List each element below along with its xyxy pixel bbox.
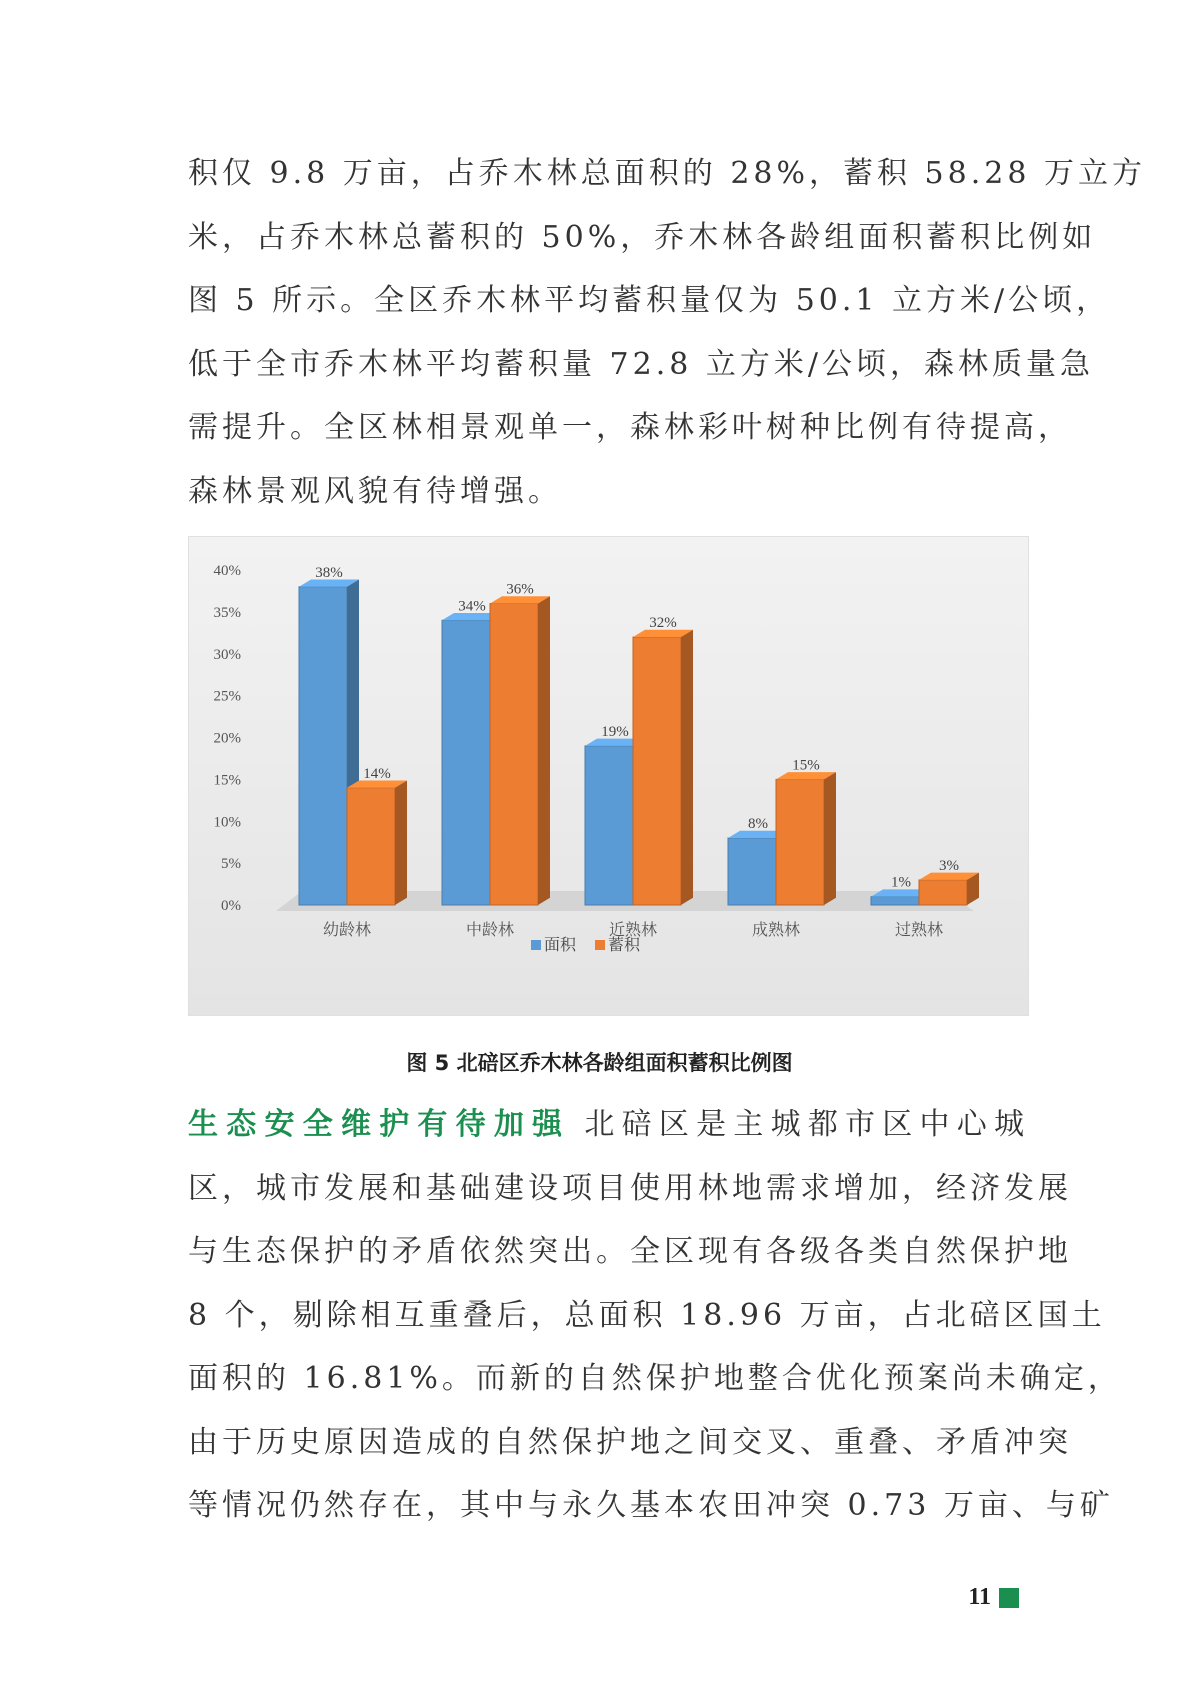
legend-label: 面积 xyxy=(544,935,577,954)
bar-area xyxy=(585,746,633,905)
bar-area xyxy=(442,620,490,905)
bar-stock xyxy=(490,604,538,906)
legend-label: 蓄积 xyxy=(608,935,641,954)
text-line-last: 森林景观风貌有待增强。 xyxy=(188,473,562,509)
data-label: 15% xyxy=(792,757,820,774)
bar-area xyxy=(871,897,919,905)
y-tick-label: 25% xyxy=(213,688,241,705)
y-tick-label: 5% xyxy=(221,856,241,873)
y-tick-label: 15% xyxy=(213,772,241,789)
bar-side-face xyxy=(538,596,550,905)
section-heading: 生态安全维护有待加强 xyxy=(188,1107,571,1142)
bar-side-face xyxy=(395,781,407,905)
data-label: 36% xyxy=(506,581,534,598)
bar-stock xyxy=(347,788,395,905)
bar-side-face xyxy=(824,772,836,905)
y-tick-label: 35% xyxy=(213,604,241,621)
text-line: 积仅 9.8 万亩，占乔木林总面积的 28%，蓄积 58.28 万立方 xyxy=(188,156,1146,191)
text-line: 等情况仍然存在，其中与永久基本农田冲突 0.73 万亩、与矿 xyxy=(188,1488,1114,1523)
y-tick-label: 40% xyxy=(213,563,241,579)
bar-area xyxy=(728,838,776,905)
category-label: 过熟林 xyxy=(894,920,944,939)
category-label: 中龄林 xyxy=(465,920,515,939)
paragraph-ecological-security xyxy=(188,1093,1122,1538)
data-label: 38% xyxy=(315,564,343,581)
data-label: 14% xyxy=(363,765,391,782)
bar-stock xyxy=(776,779,824,905)
bar-chart-svg xyxy=(189,537,1028,1015)
bar-chart xyxy=(188,536,1029,1016)
bar-stock xyxy=(919,880,967,905)
data-label: 34% xyxy=(458,598,486,615)
figure-caption: 图 5 北碚区乔木林各龄组面积蓄积比例图 xyxy=(406,1051,793,1075)
text-line-with-heading xyxy=(188,1093,1028,1157)
page-number-text: 11 xyxy=(968,1584,991,1610)
text-line: 8 个，剔除相互重叠后，总面积 18.96 万亩，占北碚区国土 xyxy=(188,1297,1106,1333)
y-tick-label: 20% xyxy=(213,730,241,747)
text-line: 面积的 16.81%。而新的自然保护地整合优化预案尚未确定， xyxy=(188,1361,1122,1396)
page-number xyxy=(968,1584,1019,1611)
y-tick-label: 30% xyxy=(213,646,241,663)
green-square-icon xyxy=(999,1588,1019,1608)
data-label: 3% xyxy=(939,857,959,874)
text-line: 由于历史原因造成的自然保护地之间交叉、重叠、矛盾冲突 xyxy=(188,1424,1072,1460)
data-label: 1% xyxy=(891,874,911,891)
legend-swatch xyxy=(531,940,541,950)
bar-area xyxy=(299,587,347,905)
text-line: 低于全市乔木林平均蓄积量 72.8 立方米/公顷，森林质量急 xyxy=(188,346,1094,382)
text-line: 区，城市发展和基础建设项目使用林地需求增加，经济发展 xyxy=(188,1170,1072,1206)
text-line: 与生态保护的矛盾依然突出。全区现有各级各类自然保护地 xyxy=(188,1234,1072,1269)
text-fragment: 北碚区是主城都市区中心城 xyxy=(584,1107,1029,1142)
text-line: 需提升。全区林相景观单一，森林彩叶树种比例有待提高， xyxy=(188,410,1072,445)
category-label: 成熟林 xyxy=(751,920,801,939)
bar-stock xyxy=(633,637,681,905)
text-line: 米，占乔木林总蓄积的 50%，乔木林各龄组面积蓄积比例如 xyxy=(188,219,1097,255)
category-label: 幼龄林 xyxy=(322,920,372,939)
paragraph-forest-stock xyxy=(188,142,1146,523)
category-label: 近熟林 xyxy=(608,920,658,939)
legend-swatch xyxy=(595,940,605,950)
text-line: 图 5 所示。全区乔木林平均蓄积量仅为 50.1 立方米/公顷， xyxy=(188,283,1111,318)
data-label: 19% xyxy=(601,723,629,740)
y-tick-label: 0% xyxy=(221,898,241,914)
data-label: 32% xyxy=(649,615,677,631)
data-label: 8% xyxy=(748,816,768,832)
bar-side-face xyxy=(681,630,693,905)
y-tick-label: 10% xyxy=(213,814,241,831)
